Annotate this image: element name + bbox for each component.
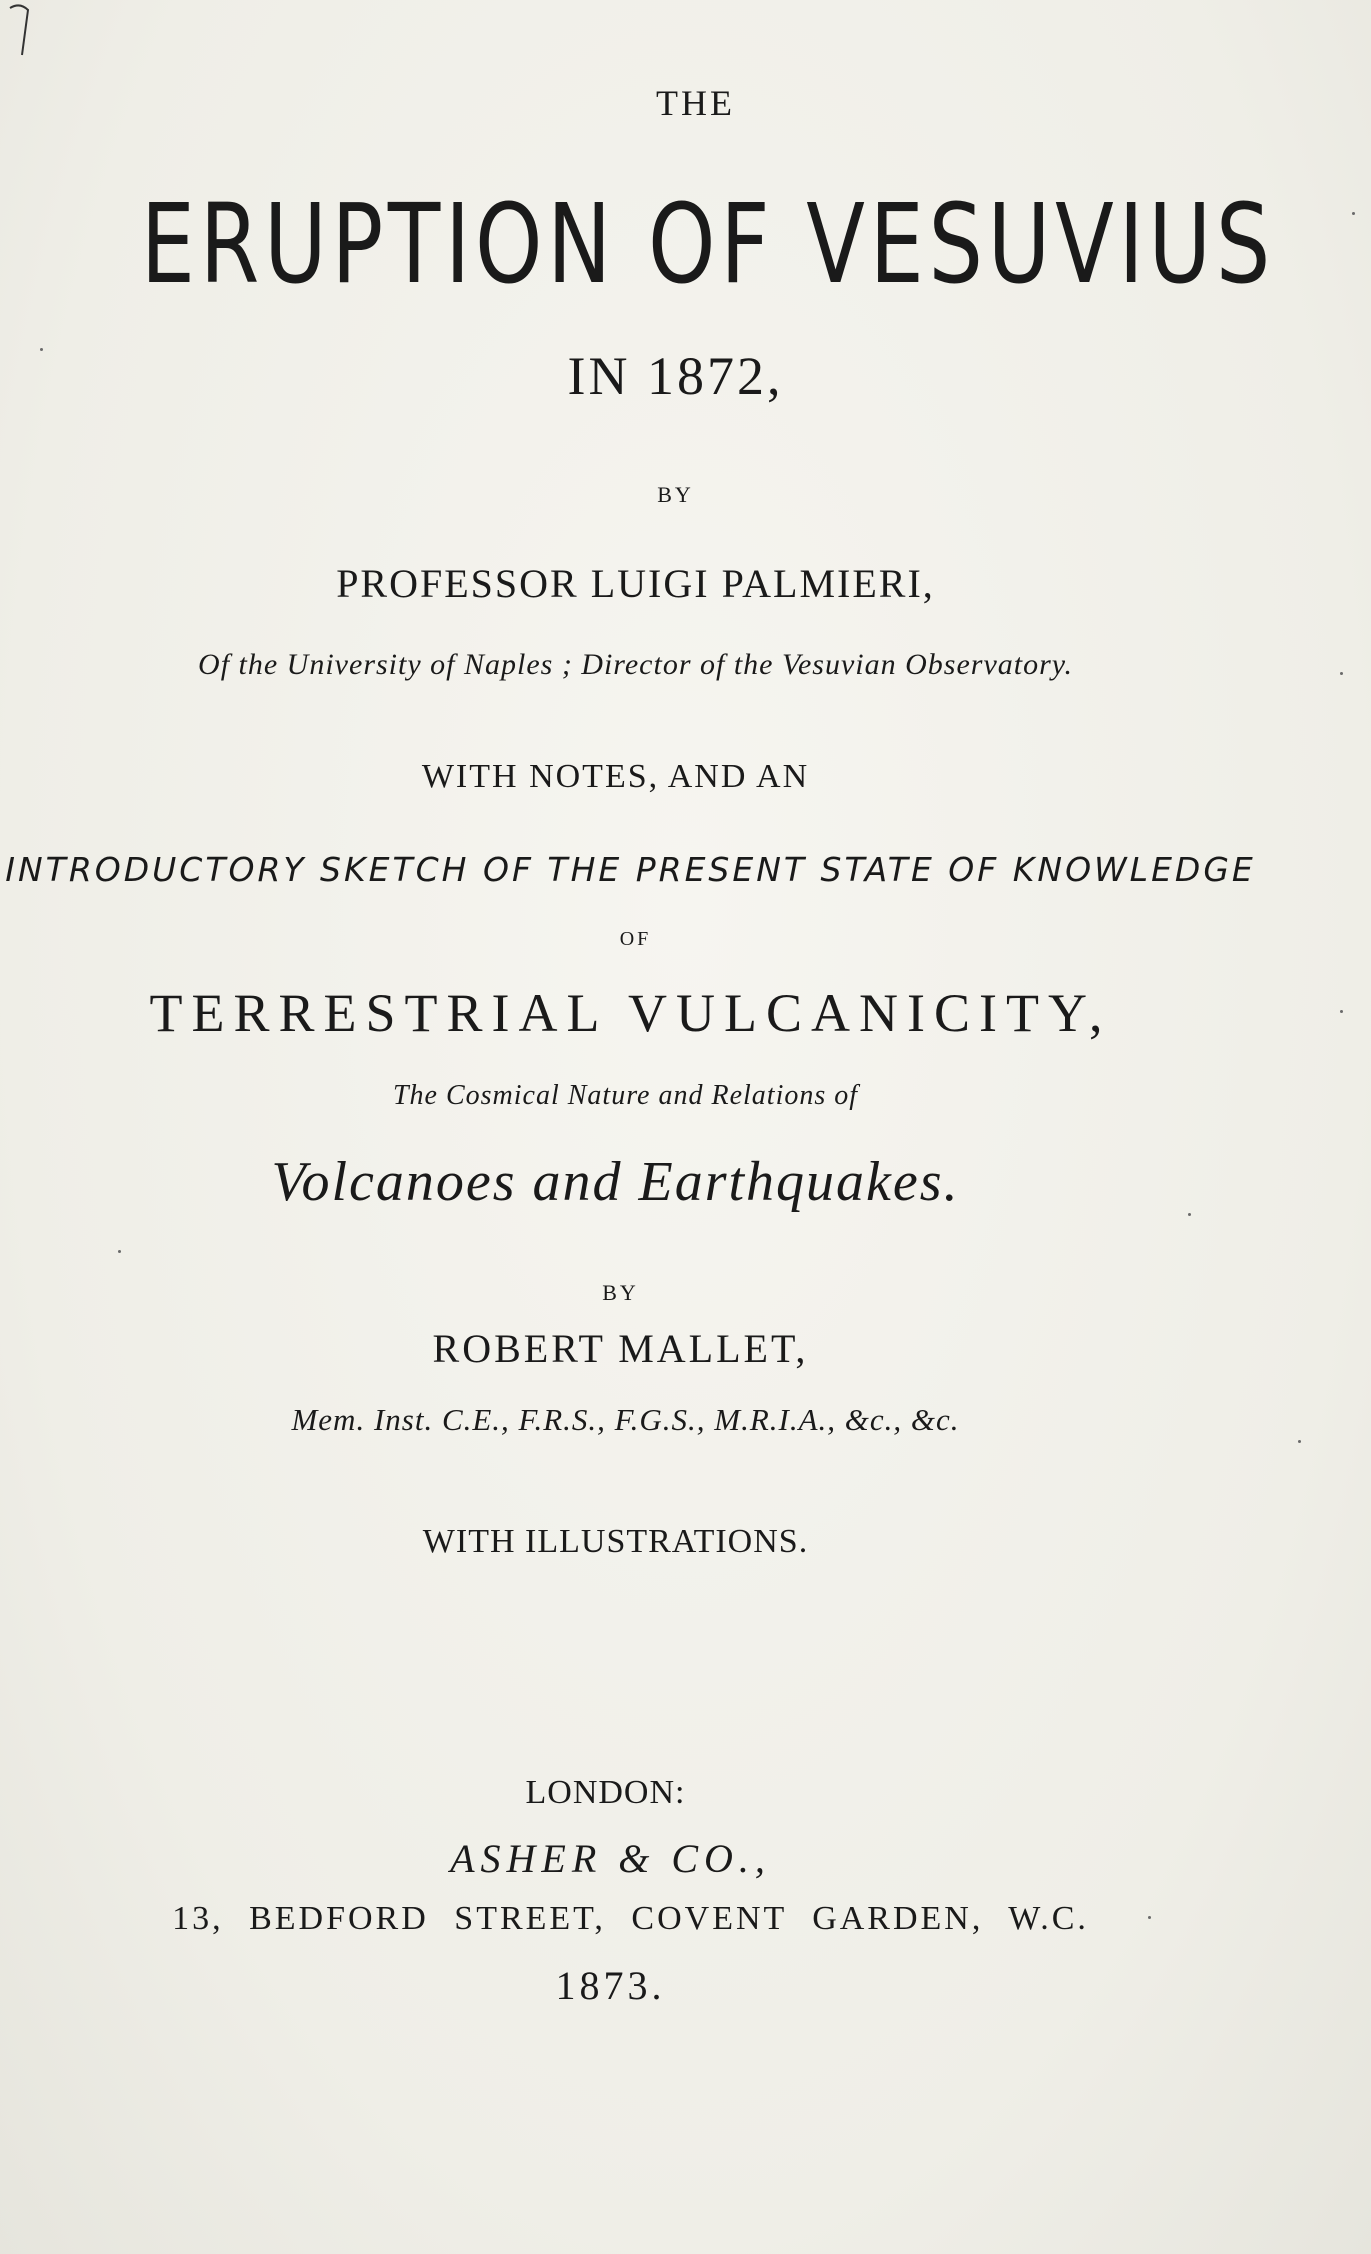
with-notes-line: WITH NOTES, AND AN [421, 758, 810, 795]
imprint-city: LONDON: [525, 1774, 686, 1811]
imprint-publisher: ASHER & CO., [450, 1836, 771, 1881]
eruption-year: IN 1872, [567, 346, 784, 406]
cosmical-nature-line: The Cosmical Nature and Relations of [392, 1080, 859, 1111]
with-illustrations: WITH ILLUSTRATIONS. [422, 1523, 809, 1560]
introductory-sketch-line: INTRODUCTORY SKETCH OF THE PRESENT STATE OF KNOWLEDGE [5, 850, 1256, 889]
volcanoes-earthquakes: Volcanoes and Earthquakes. [271, 1151, 960, 1213]
by-label-2: BY [602, 1280, 639, 1305]
paper-speck [1188, 1213, 1191, 1216]
paper-speck [1148, 1916, 1151, 1919]
paper-speck [1340, 672, 1343, 675]
author-mallet-credentials: Mem. Inst. C.E., F.R.S., F.G.S., M.R.I.A., &c., &c. [291, 1402, 960, 1437]
paper-speck [40, 348, 43, 351]
author-palmieri-affiliation: Of the University of Naples ; Director of the Vesuvian Observatory. [198, 648, 1073, 681]
terrestrial-vulcanicity: TERRESTRIAL VULCANICITY, [149, 983, 1112, 1043]
book-title: ERUPTION OF VESUVIUS [140, 180, 1276, 308]
paper-speck [1352, 212, 1355, 215]
author-palmieri: PROFESSOR LUIGI PALMIERI, [336, 561, 935, 606]
author-mallet: ROBERT MALLET, [432, 1326, 809, 1371]
pencil-mark [8, 0, 38, 60]
of-label: OF [619, 928, 652, 950]
by-label-1: BY [657, 482, 694, 507]
imprint-address: 13, BEDFORD STREET, COVENT GARDEN, W.C. [172, 1900, 1089, 1937]
paper-speck [1298, 1440, 1301, 1443]
paper-speck [118, 1250, 121, 1253]
paper-speck [1340, 1010, 1343, 1013]
heading-the: THE [656, 83, 735, 123]
imprint-year: 1873. [555, 1963, 666, 2008]
